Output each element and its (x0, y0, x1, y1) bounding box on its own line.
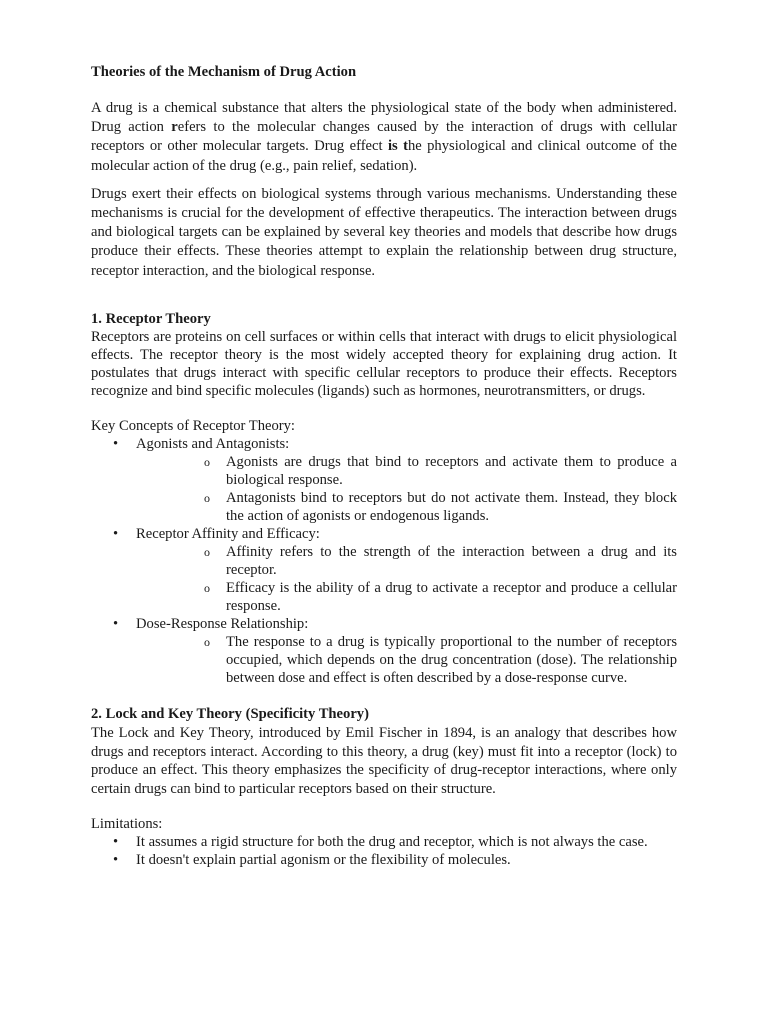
document-title: Theories of the Mechanism of Drug Action (91, 64, 357, 80)
list-item: • It assumes a rigid structure for both the drug and receptor, which is not always the case. (91, 833, 677, 851)
list-item (91, 435, 677, 525)
sub-list (136, 633, 677, 687)
section-2-heading: 2. Lock and Key Theory (Specificity Theory) (91, 706, 369, 723)
intro-p1-bold-is-t: is t (387, 138, 408, 155)
key-concepts-label: Key Concepts of Receptor Theory: (91, 418, 295, 435)
list-item: • It doesn't explain partial agonism or the flexibility of molecules. (91, 851, 677, 869)
intro-p1-text-a: A drug is a chemical substance that alters the physiological state of the body when administered. Drug action (91, 100, 677, 136)
intro-p1-bold-r: r (171, 119, 178, 136)
sub-list (136, 543, 677, 615)
section-2-body: The Lock and Key Theory, introduced by Emil Fischer in 1894, is an analogy that describes how drugs and receptors interact. According to this theory, a drug (key) must fit into a receptor (lock) to produce an effect. This theory emphasizes the specificity of drug-receptor interactions, where only certain drugs can bind to particular receptors based on their structure. (91, 725, 677, 797)
intro-paragraph-2: Drugs exert their effects on biological systems through various mechanisms. Understanding these mechanisms is crucial for the development of effective therapeutics. The interaction between drugs and biological targets can be explained by several key theories and models that describe how drugs produce their effects. These theories attempt to explain the relationship between drug structure, receptor interaction, and the biological response. (91, 185, 677, 279)
sub-list (136, 453, 677, 525)
intro-p1-text-c: efers to the molecular changes caused by the interaction of drugs with cellular receptors or other molecular targets. Drug effect (91, 119, 677, 155)
sub-list-item: o Efficacy is the ability of a drug to activate a receptor and produce a cellular response. (136, 579, 677, 615)
list-item (91, 615, 677, 687)
sub-list-item: o The response to a drug is typically proportional to the number of receptors occupied, which depends on the drug concentration (dose). The relationship between dose and effect is often described by a dose-response curve. (136, 633, 677, 687)
sub-list-item: o Affinity refers to the strength of the interaction between a drug and its receptor. (136, 543, 677, 579)
concept-label: Receptor Affinity and Efficacy: (136, 526, 320, 543)
document-page (91, 62, 677, 869)
list-item (91, 525, 677, 615)
intro-paragraph-1 (91, 99, 677, 176)
section-1-heading: 1. Receptor Theory (91, 310, 211, 327)
concept-label: Agonists and Antagonists: (136, 436, 290, 453)
limitations-label: Limitations: (91, 816, 163, 833)
key-concepts-list (91, 435, 677, 687)
sub-list-item: o Antagonists bind to receptors but do not activate them. Instead, they block the action of agonists or endogenous ligands. (136, 489, 677, 525)
intro-p1-text-e: he physiological and clinical outcome of the molecular action of the drug (e.g., pain relief, sedation). (91, 138, 678, 174)
limitations-list (91, 833, 677, 869)
concept-label: Dose-Response Relationship: (136, 616, 309, 633)
section-1-body: Receptors are proteins on cell surfaces or within cells that interact with drugs to elicit physiological effects. The receptor theory is the most widely accepted theory for explaining drug action. It postulates that drugs interact with specific cellular receptors to produce their effects. Receptors recognize and bind specific molecules (ligands) such as hormones, neurotransmitters, or drugs. (91, 328, 677, 399)
sub-list-item: o Agonists are drugs that bind to receptors and activate them to produce a biological response. (136, 453, 677, 489)
